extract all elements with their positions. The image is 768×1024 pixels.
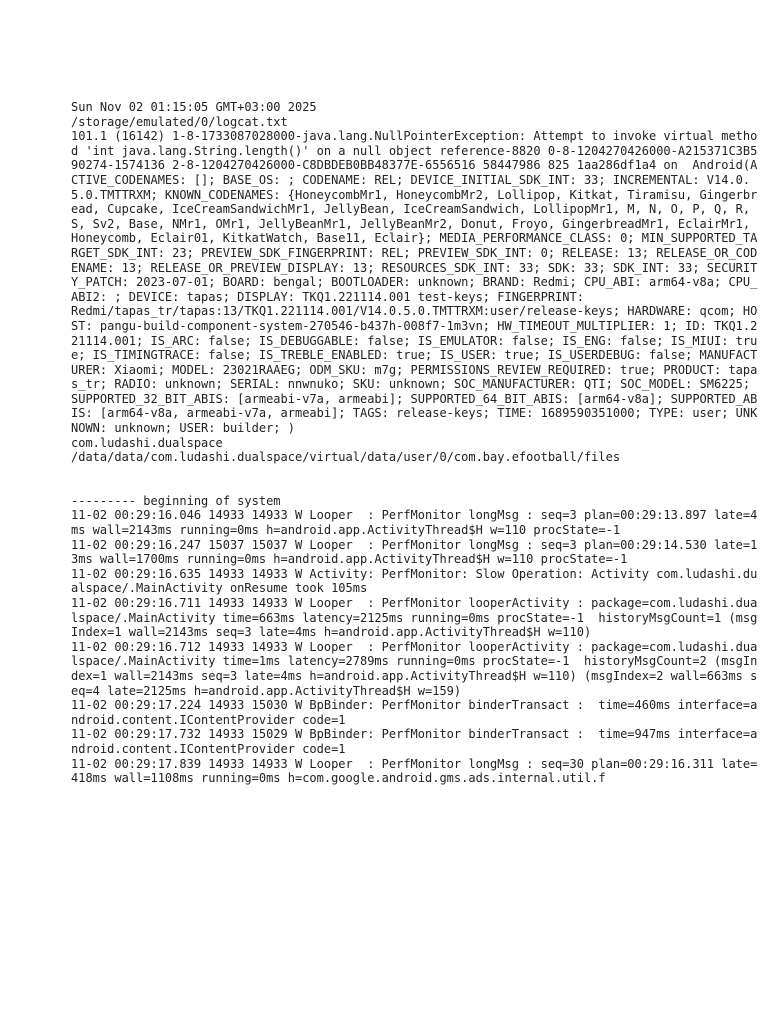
crash-report: 101.1 (16142) 1-8-1733087028000-java.lang.NullPointerException: Attempt to invoke virtual method 'int java.lang.String.length()' on a null object reference-8820 0-8-1204270426000-A215371C3B590274-1574136 2-8-1204270426000-C8DBDEB0BB48377E-6556516 58447986 825 1aa286df1a4 on Android(ACTIVE_CODENAMES: []; BASE_OS: ; CODENAME: REL; DEVICE_INITIAL_SDK_INT: 33; INCREMENTAL: V14.0.5.0.TMTTRXM; KNOWN_CODENAMES: {HoneycombMr1, HoneycombMr2, Lollipop, Kitkat, Tiramisu, Gingerbread, Cupcake, IceCreamSandwichMr1, JellyBean, IceCreamSandwich, LollipopMr1, M, N, O, P, Q, R, S, Sv2, Base, NMr1, OMr1, JellyBeanMr1, JellyBeanMr2, Donut, Froyo, GingerbreadMr1, EclairMr1, Honeycomb, Eclair01, KitkatWatch, Base11, Eclair}; MEDIA_PERFORMANCE_CLASS: 0; MIN_SUPPORTED_TARGET_SDK_INT: 23; PREVIEW_SDK_FINGERPRINT: REL; PREVIEW_SDK_INT: 0; RELEASE: 13; RELEASE_OR_CODENAME: 13; RELEASE_OR_PREVIEW_DISPLAY: 13; RESOURCES_SDK_INT: 33; SDK: 33; SDK_INT: 33; SECURITY_PATCH: 2023-07-01; BOARD: bengal; BOOTLOADER: unknown; BRAND: Redmi; CPU_ABI: arm64-v8a; CPU_ABI2: ; DEVICE: tapas; DISPLAY: TKQ1.221114.001 test-keys; FINGERPRINT: Redmi/tapas_tr/tapas:13/TKQ1.221114.001/V14.0.5.0.TMTTRXM:user/release-keys; HARDWARE: qcom; HOST: pangu-build-component-system-270546-b437h-008f7-1m3vn; HW_TIMEOUT_MULTIPLIER: 1; ID: TKQ1.221114.001; IS_ARC: false; IS_DEBUGGABLE: false; IS_EMULATOR: false; IS_ENG: false; IS_MIUI: true; IS_TIMINGTRACE: false; IS_TREBLE_ENABLED: true; IS_USER: true; IS_USERDEBUG: false; MANUFACTURER: Xiaomi; MODEL: 23021RAAEG; ODM_SKU: m7g; PERMISSIONS_REVIEW_REQUIRED: true; PRODUCT: tapas_tr; RADIO: unknown; SERIAL: nnwnuko; SKU: unknown; SOC_MANUFACTURER: QTI; SOC_MODEL: SM6225; SUPPORTED_32_BIT_ABIS: [armeabi-v7a, armeabi]; SUPPORTED_64_BIT_ABIS: [arm64-v8a]; SUPPORTED_ABIS: [arm64-v8a, armeabi-v7a, armeabi]; TAGS: release-keys; TIME: 1689590351000; TYPE: user; UNKNOWN: unknown; USER: builder; ) — [71, 129, 758, 436]
package-name: com.ludashi.dualspace — [71, 435, 223, 450]
log-entry: 11-02 00:29:16.712 14933 14933 W Looper : PerfMonitor looperActivity : package=com.ludashi.dualspace/.MainActivity time=1ms latency=2789ms running=0ms procState=-1 historyMsgCount=2 (msgIndex=1 wall=2143ms seq=3 late=4ms h=android.app.ActivityThread$H w=110) (msgIndex=2 wall=663ms seq=4 late=2125ms h=android.app.ActivityThread$H w=159) — [71, 639, 758, 698]
log-entry: 11-02 00:29:17.224 14933 15030 W BpBinder: PerfMonitor binderTransact : time=460ms interface=android.content.IContentProvider code=1 — [71, 698, 758, 727]
log-entry: 11-02 00:29:16.635 14933 14933 W Activity: PerfMonitor: Slow Operation: Activity com.ludashi.dualspace/.MainActivity onResume took 105ms — [71, 566, 758, 596]
files-path: /data/data/com.ludashi.dualspace/virtual/data/user/0/com.bay.efootball/files — [71, 450, 621, 465]
log-entry: 11-02 00:29:16.247 15037 15037 W Looper : PerfMonitor longMsg : seq=3 plan=00:29:14.530 late=13ms wall=1700ms running=0ms h=android.app.ActivityThread$H w=110 procState=-1 — [71, 537, 758, 567]
log-section-header: --------- beginning of system — [71, 493, 281, 508]
logcat-document — [71, 100, 761, 786]
section-spacer — [71, 465, 761, 494]
log-entry: 11-02 00:29:17.732 14933 15029 W BpBinder: PerfMonitor binderTransact : time=947ms interface=android.content.IContentProvider code=1 — [71, 727, 758, 756]
log-entry: 11-02 00:29:17.839 14933 14933 W Looper : PerfMonitor longMsg : seq=30 plan=00:29:16.311 late=418ms wall=1108ms running=0ms h=com.google.android.gms.ads.internal.util.f — [71, 756, 758, 786]
log-entry: 11-02 00:29:16.046 14933 14933 W Looper : PerfMonitor longMsg : seq=3 plan=00:29:13.897 late=4ms wall=2143ms running=0ms h=android.app.ActivityThread$H w=110 procState=-1 — [71, 508, 758, 538]
report-timestamp: Sun Nov 02 01:15:05 GMT+03:00 2025 — [71, 100, 317, 114]
log-file-path: /storage/emulated/0/logcat.txt — [71, 114, 288, 129]
log-entry: 11-02 00:29:16.711 14933 14933 W Looper : PerfMonitor looperActivity : package=com.ludashi.dualspace/.MainActivity time=663ms latency=2125ms running=0ms procState=-1 historyMsgCount=1 (msgIndex=1 wall=2143ms seq=3 late=4ms h=android.app.ActivityThread$H w=110) — [71, 596, 758, 640]
